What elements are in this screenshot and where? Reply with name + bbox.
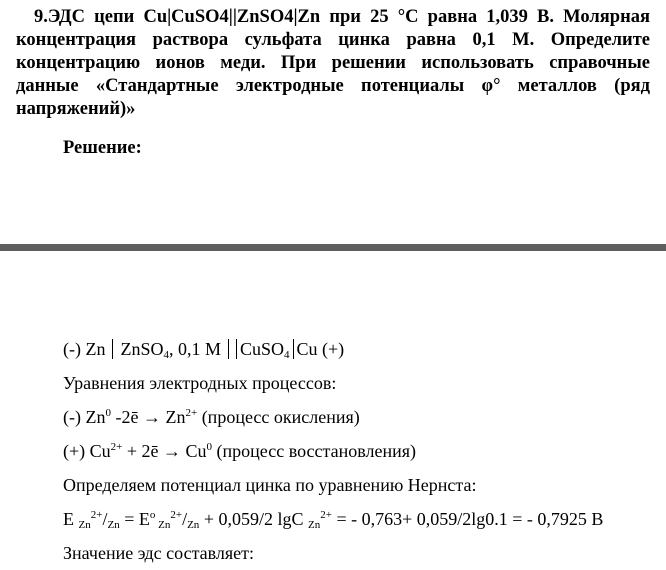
nernst-slash2: / <box>182 509 188 529</box>
problem-line-5: напряжений)» <box>16 99 136 119</box>
problem-line-3: концентрацию ионов меди. При решении использовать справочные <box>16 53 650 73</box>
zn-salt-sub: 4 <box>163 349 169 361</box>
cathode-mid: + 2ē → Cu <box>122 441 207 461</box>
emf-heading: Значение эдс составляет: <box>63 543 255 563</box>
zn-salt: ZnSO <box>120 339 164 359</box>
anode-sup2: 2+ <box>185 407 198 419</box>
scheme-right: Cu (+) <box>296 339 345 359</box>
problem-line-2: концентрация раствора сульфата цинка равна 0,1 М. Определите <box>16 30 650 50</box>
solution-label: Решение: <box>63 138 142 158</box>
anode-equation <box>63 406 360 428</box>
nernst-sup2: 2+ <box>170 509 183 521</box>
cu-salt-sub: 4 <box>284 349 290 361</box>
phase-boundary <box>112 339 113 359</box>
nernst-sub3: Zn <box>307 519 321 531</box>
cathode-equation <box>63 440 416 462</box>
nernst-sub1: Zn <box>78 519 91 531</box>
problem-statement <box>16 6 650 121</box>
anode-pre: (-) Zn <box>63 407 106 427</box>
nernst-sub2: Zn <box>155 519 171 531</box>
nernst-deg: o <box>149 509 156 521</box>
nernst-mid: + 0,059/2 lgC <box>199 509 308 529</box>
nernst-sub1b: Zn <box>107 519 120 531</box>
salt-bridge-2 <box>236 339 237 359</box>
problem-line-1: 9.ЭДС цепи Cu|CuSO4||ZnSO4|Zn при 25 °С равна 1,039 В. Молярная <box>34 7 650 27</box>
nernst-sup3: 2+ <box>320 509 332 521</box>
cathode-sup1: 2+ <box>110 441 123 453</box>
salt-bridge-1 <box>228 339 229 359</box>
problem-line-4: данные «Стандартные электродные потенциалы φ° металлов (ряд <box>16 76 650 96</box>
nernst-heading: Определяем потенциал цинка по уравнению Нернста: <box>63 475 477 495</box>
anode-sup1: 0 <box>105 407 111 419</box>
scheme-left: (-) Zn <box>63 339 106 359</box>
nernst-equation <box>63 508 603 530</box>
anode-post: (процесс окисления) <box>197 407 360 427</box>
phase-boundary-2 <box>293 339 294 359</box>
cell-scheme <box>63 338 344 360</box>
cathode-sup2: 0 <box>206 441 213 453</box>
cathode-post: (процесс восстановления) <box>212 441 416 461</box>
nernst-slash1: / <box>102 509 108 529</box>
zn-conc: , 0,1 М <box>169 339 222 359</box>
divider-bar <box>0 244 666 251</box>
nernst-result: = - 0,763+ 0,059/2lg0.1 = - 0,7925 В <box>331 509 604 529</box>
cathode-pre: (+) Cu <box>63 441 111 461</box>
anode-mid: -2ē → Zn <box>110 407 186 427</box>
nernst-sub2b: Zn <box>187 519 200 531</box>
nernst-e: E <box>63 509 79 529</box>
cu-salt: CuSO <box>240 339 285 359</box>
electrode-heading: Уравнения электродных процессов: <box>63 373 337 393</box>
nernst-eq1: = E <box>119 509 150 529</box>
nernst-sup1: 2+ <box>90 509 103 521</box>
